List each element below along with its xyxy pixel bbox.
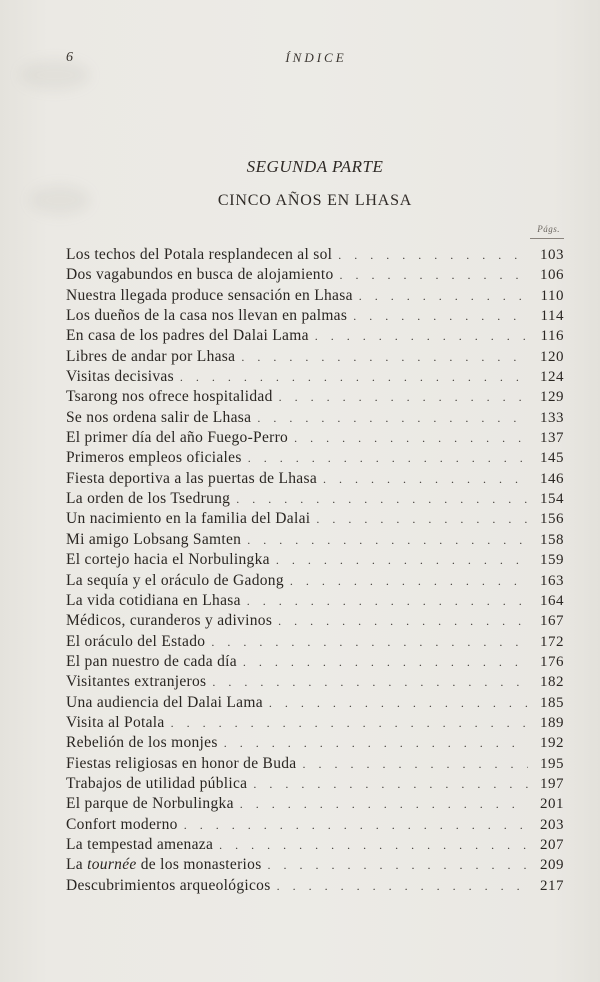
running-head: ÍNDICE — [285, 50, 347, 65]
toc-entry-title: Fiestas religiosas en honor de Buda — [66, 754, 297, 772]
toc-entry[interactable] — [66, 550, 564, 570]
toc-entry[interactable] — [66, 408, 564, 428]
part-title: SEGUNDA PARTE — [246, 157, 384, 176]
dot-leader — [236, 489, 528, 509]
toc-entry[interactable] — [66, 815, 564, 835]
toc-entry-page: 110 — [540, 287, 564, 304]
toc-entry-page: 137 — [540, 430, 564, 447]
toc-entry[interactable] — [66, 794, 564, 814]
dot-leader — [269, 693, 528, 713]
toc-entry-page: 172 — [540, 633, 564, 650]
dot-leader — [257, 408, 528, 428]
toc-entry-title: Una audiencia del Dalai Lama — [66, 693, 263, 711]
toc-entry[interactable] — [66, 713, 564, 733]
toc-entry-title: Fiesta deportiva a las puertas de Lhasa — [66, 469, 318, 487]
toc-entry[interactable] — [66, 367, 564, 387]
toc-entry-page: 116 — [540, 328, 564, 345]
toc-entry-title: El primer día del año Fuego-Perro — [66, 429, 289, 447]
toc-entry-page: 146 — [540, 470, 564, 487]
toc-entry[interactable] — [66, 245, 564, 265]
dot-leader — [279, 387, 528, 407]
dot-leader — [171, 713, 528, 733]
toc-entry[interactable] — [66, 571, 564, 591]
toc-entry-title-italic: tournée — [87, 856, 137, 874]
toc-entry-page: 195 — [540, 755, 564, 772]
dot-leader — [359, 286, 528, 306]
dot-leader — [219, 835, 528, 855]
toc-entry-page: 176 — [540, 653, 564, 670]
toc-entry-page: 106 — [540, 267, 564, 284]
dot-leader — [180, 367, 528, 387]
toc-entry[interactable] — [66, 632, 564, 652]
toc-entry[interactable] — [66, 286, 564, 306]
toc-entry[interactable] — [66, 469, 564, 489]
dot-leader — [248, 448, 528, 468]
dot-leader — [184, 815, 528, 835]
toc-entry-title: Dos vagabundos en busca de alojamiento — [66, 266, 334, 284]
toc-entry[interactable] — [66, 387, 564, 407]
toc-entry-page: 120 — [540, 348, 564, 365]
dot-leader — [302, 754, 528, 774]
toc-entry-title: Libres de andar por Lhasa — [66, 347, 236, 365]
toc-entry-page: 197 — [540, 775, 564, 792]
toc-entry-title: El pan nuestro de cada día — [66, 652, 237, 670]
toc-entry-page: 129 — [540, 389, 564, 406]
toc-entry[interactable] — [66, 530, 564, 550]
page-number: 6 — [66, 50, 73, 65]
toc-entry-page: 133 — [540, 409, 564, 426]
toc-entry[interactable] — [66, 326, 564, 346]
dot-leader — [340, 265, 528, 285]
toc-entry[interactable] — [66, 428, 564, 448]
toc-entry[interactable] — [66, 306, 564, 326]
dot-leader — [247, 591, 528, 611]
toc-entry[interactable] — [66, 672, 564, 692]
toc-entry[interactable] — [66, 774, 564, 794]
dot-leader — [224, 733, 528, 753]
toc-entry[interactable] — [66, 693, 564, 713]
toc-entry-page: 124 — [540, 369, 564, 386]
dot-leader — [243, 652, 528, 672]
toc-entry[interactable] — [66, 611, 564, 631]
toc-entry-title-suffix: de los monasterios — [136, 856, 262, 874]
dot-leader — [247, 530, 528, 550]
toc-entry-title: Se nos ordena salir de Lhasa — [66, 408, 252, 426]
toc-entry-page: 164 — [540, 592, 564, 609]
dot-leader — [353, 306, 528, 326]
dot-leader — [240, 794, 528, 814]
toc-entry[interactable] — [66, 448, 564, 468]
dot-leader — [323, 469, 528, 489]
toc-entry-title: Médicos, curanderos y adivinos — [66, 612, 273, 630]
toc-entry-page: 182 — [540, 674, 564, 691]
dot-leader — [278, 611, 528, 631]
toc-entry-title-prefix: La — [66, 856, 88, 874]
dot-leader — [315, 326, 528, 346]
toc-entry-title: La vida cotidiana en Lhasa — [66, 591, 241, 609]
toc-entry[interactable] — [66, 347, 564, 367]
toc-entry-page: 163 — [540, 572, 564, 589]
dot-leader — [290, 571, 528, 591]
toc-entry[interactable] — [66, 265, 564, 285]
toc-entry-title: Visitas decisivas — [66, 368, 174, 386]
pages-column-rule — [530, 238, 564, 239]
dot-leader — [241, 347, 528, 367]
toc-entry-title: El cortejo hacia el Norbulingka — [66, 551, 270, 569]
dot-leader — [253, 774, 528, 794]
toc-entry[interactable] — [66, 489, 564, 509]
toc-entry[interactable] — [66, 835, 564, 855]
dot-leader — [316, 509, 528, 529]
toc-entry[interactable] — [66, 591, 564, 611]
toc-entry-page: 207 — [540, 836, 564, 853]
toc-entry-page: 159 — [540, 552, 564, 569]
toc-entry[interactable] — [66, 652, 564, 672]
table-of-contents — [66, 245, 564, 896]
toc-entry[interactable] — [66, 855, 564, 875]
pages-column-label: Págs. — [537, 224, 560, 234]
dot-leader — [268, 855, 528, 875]
toc-entry-title: Descubrimientos arqueológicos — [66, 876, 271, 894]
toc-entry-title: La tempestad amenaza — [66, 835, 214, 853]
toc-entry-page: 203 — [540, 816, 564, 833]
toc-entry-page: 217 — [540, 877, 564, 894]
dot-leader — [294, 428, 528, 448]
toc-entry-title: Primeros empleos oficiales — [66, 449, 242, 467]
toc-entry-title: La sequía y el oráculo de Gadong — [66, 571, 284, 589]
dot-leader — [338, 245, 528, 265]
toc-entry-page: 185 — [540, 694, 564, 711]
toc-entry-title: Nuestra llegada produce sensación en Lhasa — [66, 286, 353, 304]
toc-entry-title: Mi amigo Lobsang Samten — [66, 530, 242, 548]
dot-leader — [276, 550, 528, 570]
toc-entry-title: Visita al Potala — [66, 713, 165, 731]
toc-entry-title: Tsarong nos ofrece hospitalidad — [66, 388, 273, 406]
toc-entry-title: Visitantes extranjeros — [66, 673, 207, 691]
toc-entry-title: Rebelión de los monjes — [66, 734, 218, 752]
toc-entry-page: 201 — [540, 796, 564, 813]
toc-entry[interactable] — [66, 733, 564, 753]
toc-entry-page: 189 — [540, 714, 564, 731]
section-title: CINCO AÑOS EN LHASA — [217, 192, 413, 209]
toc-entry-page: 145 — [540, 450, 564, 467]
toc-entry-page: 154 — [540, 491, 564, 508]
toc-entry-title: Los dueños de la casa nos llevan en palmas — [66, 307, 348, 325]
toc-entry-title: En casa de los padres del Dalai Lama — [66, 327, 309, 345]
toc-entry-page: 192 — [540, 735, 564, 752]
toc-entry-title: Trabajos de utilidad pública — [66, 774, 248, 792]
toc-entry-page: 209 — [540, 857, 564, 874]
dot-leader — [211, 632, 528, 652]
toc-entry-title: Un nacimiento en la familia del Dalai — [66, 510, 311, 528]
toc-entry[interactable] — [66, 509, 564, 529]
toc-entry-title: El oráculo del Estado — [66, 632, 206, 650]
toc-entry-page: 158 — [540, 531, 564, 548]
toc-entry-title: Los techos del Potala resplandecen al sol — [66, 246, 333, 263]
page-header — [0, 50, 600, 70]
dot-leader — [212, 672, 528, 692]
toc-entry-title: Confort moderno — [66, 815, 178, 833]
toc-entry-title — [66, 855, 262, 875]
toc-entry-title: El parque de Norbulingka — [66, 795, 234, 813]
toc-entry[interactable] — [66, 754, 564, 774]
toc-entry-page: 167 — [540, 613, 564, 630]
toc-entry-title: La orden de los Tsedrung — [66, 490, 231, 508]
toc-entry[interactable] — [66, 876, 564, 896]
toc-entry-page: 114 — [540, 308, 564, 325]
dot-leader — [277, 876, 528, 896]
toc-entry-page: 156 — [540, 511, 564, 528]
toc-entry-page: 103 — [540, 247, 564, 263]
